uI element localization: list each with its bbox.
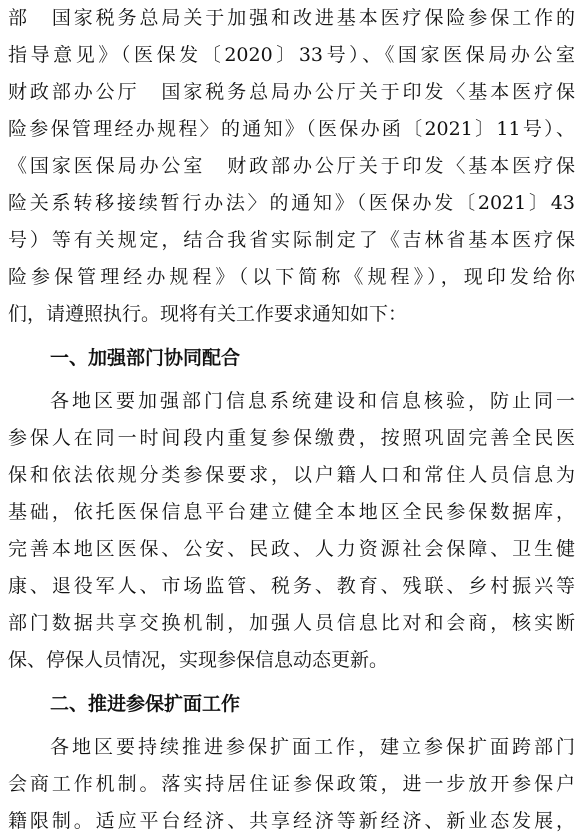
body-line: 保和依法依规分类参保要求，以户籍人口和常住人员信息为 [8, 464, 575, 486]
body-line: 基础，依托医保信息平台建立健全本地区全民参保数据库， [8, 501, 575, 523]
section-heading: 一、加强部门协同配合 [50, 347, 241, 369]
body-line: 各地区要持续推进参保扩面工作，建立参保扩面跨部门 [50, 736, 575, 758]
intro-line: 指导意见》（医保发〔2020〕33号）、《国家医保局办公室 [8, 44, 575, 66]
body-line: 会商工作机制。落实持居住证参保政策，进一步放开参保户 [8, 773, 575, 795]
body-line: 各地区要加强部门信息系统建设和信息核验，防止同一 [50, 390, 575, 412]
intro-line: 险关系转移接续暂行办法〉的通知》（医保办发〔2021〕43 [8, 192, 575, 214]
intro-line: 号）等有关规定，结合我省实际制定了《吉林省基本医疗保 [8, 229, 575, 251]
body-line: 康、退役军人、市场监管、税务、教育、残联、乡村振兴等 [8, 575, 575, 597]
body-line: 参保人在同一时间段内重复参保缴费，按照巩固完善全民医 [8, 427, 575, 449]
section-heading: 二、推进参保扩面工作 [50, 693, 241, 715]
body-line: 部门数据共享交换机制，加强人员信息比对和会商，核实断 [8, 612, 575, 634]
intro-line: 《国家医保局办公室 财政部办公厅关于印发〈基本医疗保 [8, 155, 575, 177]
intro-line: 险参保管理经办规程〉的通知》（医保办函〔2021〕11号）、 [8, 118, 575, 140]
intro-line: 险参保管理经办规程》（以下简称《规程》），现印发给你 [8, 266, 575, 288]
intro-line: 们，请遵照执行。现将有关工作要求通知如下： [8, 303, 408, 325]
intro-line: 财政部办公厅 国家税务总局办公厅关于印发〈基本医疗保 [8, 81, 575, 103]
body-line: 保、停保人员情况，实现参保信息动态更新。 [8, 649, 389, 671]
body-line: 完善本地区医保、公安、民政、人力资源社会保障、卫生健 [8, 538, 575, 560]
body-line: 籍限制。适应平台经济、共享经济等新经济、新业态发展， [8, 810, 575, 832]
intro-line: 部 国家税务总局关于加强和改进基本医疗保险参保工作的 [8, 7, 575, 29]
